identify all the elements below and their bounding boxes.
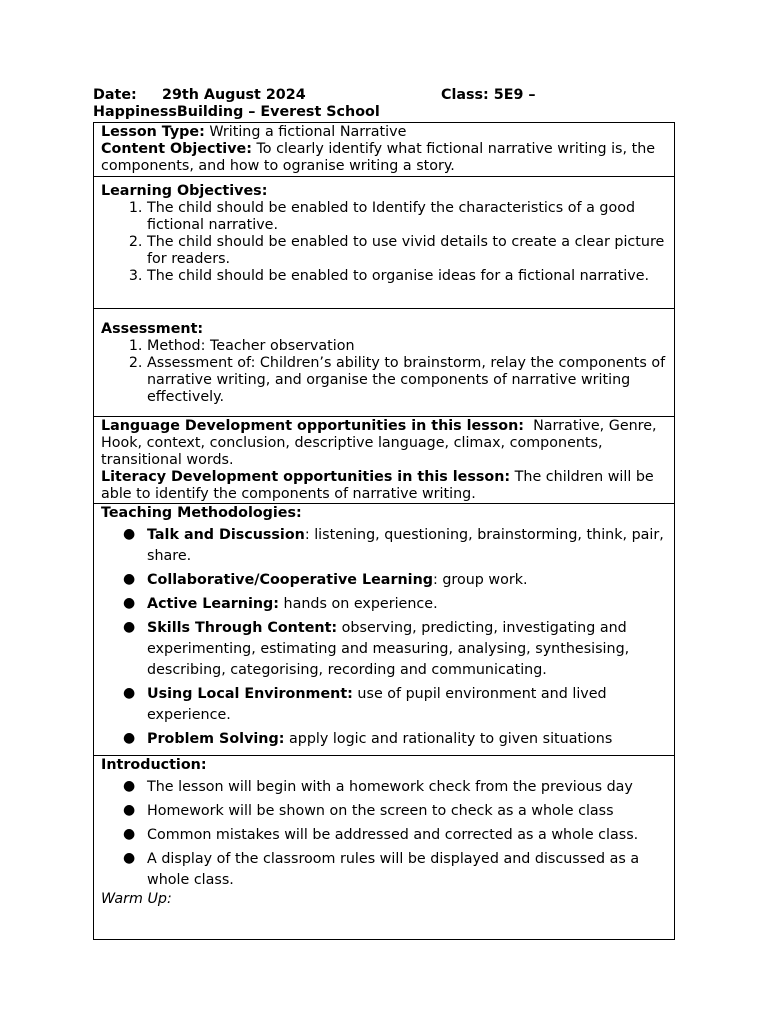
list-item [101,825,667,846]
development-cell [94,417,675,504]
method-label: Talk and Discussion [147,527,305,543]
lesson-type-value: Writing a fictional Narrative [209,124,407,140]
list-item: 2. The child should be enabled to use vivid details to create a clear picture for readers. [147,234,667,268]
list-item [101,618,667,681]
bullet-icon: ● [123,730,136,746]
method-label: Collaborative/Cooperative Learning [147,572,433,588]
introduction-cell [94,756,675,940]
language-development-label: Language Development opportunities in this lesson: [101,418,524,434]
literacy-development [101,469,667,503]
list-item [101,570,667,591]
method-text: apply logic and rationality to given situations [284,731,613,747]
list-item: 1. The child should be enabled to Identify the characteristics of a good fictional narrative. [147,200,667,234]
development-row [94,417,675,504]
method-label: Active Learning: [147,596,279,612]
content-objective-value: To clearly identify what fictional narrative writing is, the components, and how to ogranise writing a story. [101,141,656,174]
method-text: use of pupil environment and lived experience. [147,686,607,723]
header-building: HappinessBuilding – Everest School [93,104,380,120]
method-text: observing, predicting, investigating and experimenting, estimating and measuring, analysing, synthesising, describing, categorising, recording and communicating. [147,620,630,678]
bullet-icon: ● [123,826,136,842]
intro-text: A display of the classroom rules will be displayed and discussed as a whole class. [147,851,640,888]
content-objective-line [101,141,667,175]
language-development-value: Narrative, Genre, Hook, context, conclusion, descriptive language, climax, components, transitional words. [101,418,657,468]
assessment-title: Assessment: [101,321,204,337]
list-item: 2. Assessment of: Children’s ability to brainstorm, relay the components of narrative writing, and organise the components of narrative writing effectively. [147,355,667,406]
methodologies-row [94,504,675,756]
lesson-type-row [94,123,675,177]
bullet-icon: ● [123,802,136,818]
assessment-list [101,338,667,406]
bullet-icon: ● [123,571,136,587]
introduction-title: Introduction: [101,757,207,773]
introduction-list [101,777,667,891]
list-item [101,684,667,726]
list-item [101,777,667,798]
list-item [101,729,667,750]
introduction-row [94,756,675,940]
learning-objectives-row [94,177,675,309]
lesson-type-label: Lesson Type: [101,124,205,140]
intro-text: Homework will be shown on the screen to check as a whole class [147,803,614,819]
lesson-plan-table [93,122,675,940]
bullet-icon: ● [123,850,136,866]
literacy-development-label: Literacy Development opportunities in this lesson: [101,469,511,485]
method-text: : listening, questioning, brainstorming, think, pair, share. [147,527,664,564]
date-value: 29th August 2024 [162,87,306,103]
list-item [101,525,667,567]
bullet-icon: ● [123,595,136,611]
list-item [101,801,667,822]
list-item [101,594,667,615]
method-label: Skills Through Content: [147,620,338,636]
method-text: hands on experience. [278,596,438,612]
assessment-cell [94,309,675,417]
method-label: Problem Solving: [147,731,285,747]
bullet-icon: ● [123,685,136,701]
literacy-development-value: The children will be able to identify the components of narrative writing. [101,469,654,502]
learning-objectives-cell [94,177,675,309]
list-item: 3. The child should be enabled to organise ideas for a fictional narrative. [147,268,667,285]
intro-text: The lesson will begin with a homework check from the previous day [147,779,633,795]
warm-up-label: Warm Up: [101,891,172,907]
method-text: : group work. [432,572,528,588]
language-development [101,418,667,469]
methodologies-list [101,525,667,750]
date-label: Date: [93,87,137,103]
learning-objectives-list [101,200,667,285]
lesson-type-cell [94,123,675,177]
methodologies-cell [94,504,675,756]
bullet-icon: ● [123,778,136,794]
method-label: Using Local Environment: [147,686,353,702]
methodologies-title: Teaching Methodologies: [101,505,302,521]
lesson-type-line [101,124,667,141]
header-line-date-class [93,87,536,104]
assessment-row [94,309,675,417]
list-item: 1. Method: Teacher observation [147,338,667,355]
bullet-icon: ● [123,619,136,635]
content-objective-label: Content Objective: [101,141,252,157]
class-label: Class: 5E9 – [441,87,536,103]
bullet-icon: ● [123,526,136,542]
list-item [101,849,667,891]
learning-objectives-title: Learning Objectives: [101,183,268,199]
intro-text: Common mistakes will be addressed and corrected as a whole class. [147,827,639,843]
